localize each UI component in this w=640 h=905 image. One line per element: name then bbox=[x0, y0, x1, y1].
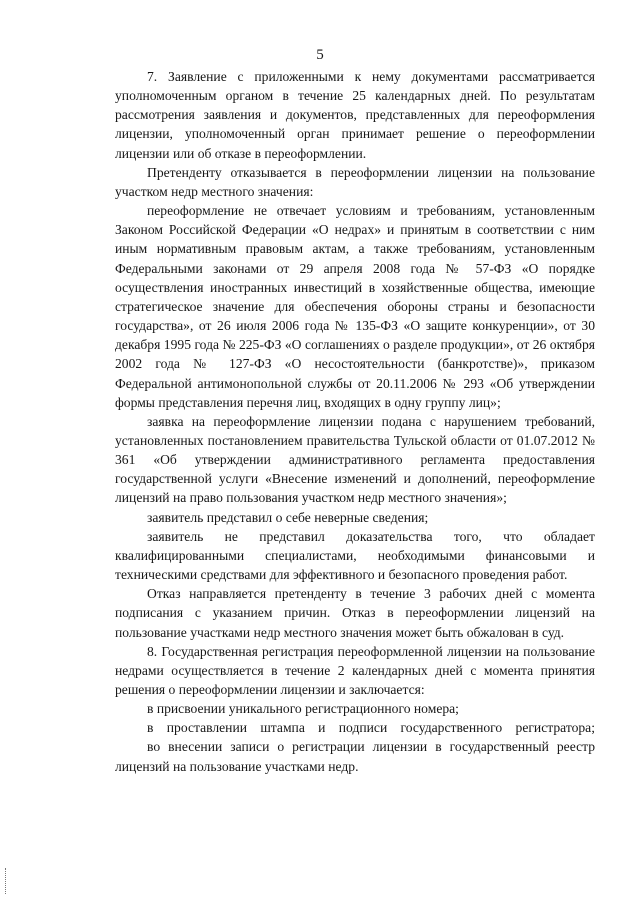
paragraph-registration-number: в присвоении уникального регистрационного номера; bbox=[147, 701, 459, 717]
paragraph-refusal-false-info: заявитель представил о себе неверные сведения; bbox=[147, 509, 429, 525]
paragraph-registration-stamp: в проставлении штампа и подписи государственного регистратора; bbox=[147, 720, 595, 736]
paragraph-refusal-application-violation: заявка на переоформление лицензии подана с нарушением требований, установленных постановлением правительства Тульской области от 01.07.2012 № 361 «Об утверждении административного регламента предоставления государственной услуги «Внесение изменений и дополнений, переоформление лицензий на право пользования участком недр местного значения»; bbox=[115, 413, 595, 506]
paragraph-registration-record: во внесении записи о регистрации лицензии в государственный реестр лицензий на пользование участками недр. bbox=[115, 739, 595, 774]
paragraph-refusal-intro: Претенденту отказывается в переоформлении лицензии на пользование участком недр местного значения: bbox=[115, 164, 595, 199]
document-body bbox=[115, 67, 595, 776]
scan-edge-mark bbox=[5, 868, 7, 894]
page-number: 5 bbox=[316, 47, 324, 63]
paragraph-refusal-no-evidence: заявитель не представил доказательства того, что обладает квалифицированными специалистами, необходимыми финансовыми и техническими средствами для эффективного и безопасного проведения работ. bbox=[115, 528, 595, 583]
paragraph-7-review-term: 7. Заявление с приложенными к нему документами рассматривается уполномоченным органом в течение 25 календарных дней. По результатам рассмотрения заявления и документов, представленных для переоформления лицензии, уполномоченный орган принимает решение о переоформлении лицензии или об отказе в переоформлении. bbox=[115, 69, 595, 161]
paragraph-refusal-law-conditions: переоформление не отвечает условиям и требованиям, установленным Законом Российской Федерации «О недрах» и принятым в соответствии с ним иным нормативным правовым актам, а также требованиям, установленным Федеральными законами от 29 апреля 2008 года № 57-ФЗ «О порядке осуществления иностранных инвестиций в хозяйственные общества, имеющие стратегическое значение для обеспечения обороны страны и безопасности государства», от 26 июля 2006 года № 135-ФЗ «О защите конкуренции», от 30 декабря 1995 года № 225-ФЗ «О соглашениях о разделе продукции», от 26 октября 2002 года № 127-ФЗ «О несостоятельности (банкротстве)», приказом Федеральной антимонопольной службы от 20.11.2006 № 293 «Об утверждении формы представления перечня лиц, входящих в одну группу лиц»; bbox=[115, 203, 595, 410]
paragraph-8-registration: 8. Государственная регистрация переоформленной лицензии на пользование недрами осуществляется в течение 2 календарных дней с момента принятия решения о переоформлении лицензии и заключается: bbox=[115, 643, 595, 697]
paragraph-refusal-notice: Отказ направляется претенденту в течение 3 рабочих дней с момента подписания с указанием причин. Отказ в переоформлении лицензий на пользование участками недр местного значения может быть обжалован в суд. bbox=[115, 586, 595, 640]
